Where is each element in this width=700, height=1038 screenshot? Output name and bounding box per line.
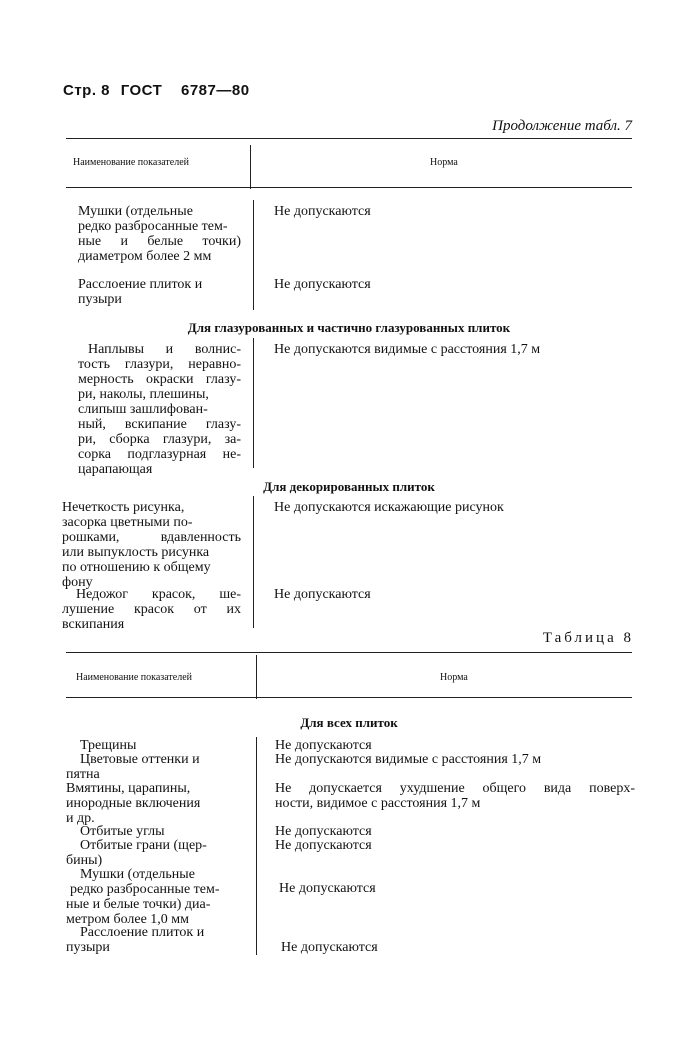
t8-row-7-norm: Не допускаются <box>281 940 378 955</box>
t8-row-6-line-1: Мушки (отдельные <box>80 867 195 882</box>
t7-glazed-line-1: Наплывы и волнис- <box>88 342 241 357</box>
t7-decor-2-norm: Не допускаются <box>274 587 371 602</box>
t8-row-5-line-1: Отбитые грани (щер- <box>80 838 207 853</box>
t8-row-6-line-4: метром более 1,0 мм <box>66 912 190 927</box>
t8-row-4-name: Отбитые углы <box>80 824 165 839</box>
t7-decor-2-line-2: лушение красок от их <box>62 602 241 617</box>
t7-glazed-line-8: сорка подглазурная не- <box>78 447 241 462</box>
t8-row-2-name <box>66 752 246 782</box>
t8-row-3-norm-line-2: ности, видимое с расстояния 1,7 м <box>275 796 481 811</box>
table7-divider-2 <box>253 338 254 468</box>
t8-row-3-norm <box>275 781 635 811</box>
table8-header-rule <box>66 697 632 698</box>
t7-glazed-name <box>78 342 241 477</box>
t7-decor-1-line-2: засорка цветными по- <box>62 515 193 530</box>
t7-row-1-norm: Не допускаются <box>274 204 371 219</box>
t8-row-4-norm: Не допускаются <box>275 824 372 839</box>
t7-glazed-line-5: слипыш зашлифован- <box>78 402 208 417</box>
t7-row-1-line-4: диаметром более 2 мм <box>78 249 212 264</box>
t8-row-3-line-2: инородные включения <box>66 796 201 811</box>
table7-continuation: Продолжение табл. 7 <box>492 118 632 134</box>
table8-title: Таблица 8 <box>542 630 634 646</box>
t7-row-1-line-2: редко разбросанные тем- <box>78 219 228 234</box>
section-all: Для всех плиток <box>300 715 398 730</box>
t7-decor-1-line-6: фону <box>62 575 93 590</box>
t7-decor-1-line-5: по отношению к общему <box>62 560 211 575</box>
t8-row-6-norm: Не допускаются <box>279 881 376 896</box>
standard-label: ГОСТ <box>120 82 163 99</box>
t8-row-5-norm: Не допускаются <box>275 838 372 853</box>
t7-row-1-line-3: ные и белые точки) <box>78 234 241 249</box>
t8-row-3-line-3: и др. <box>66 811 95 826</box>
table8-top-rule <box>66 652 632 653</box>
t7-row-2-norm: Не допускаются <box>274 277 371 292</box>
t8-row-6-line-3: ные и белые точки) диа- <box>66 897 211 912</box>
table8-col-name: Наименование показателей <box>76 672 193 683</box>
page-label: Стр. 8 <box>63 82 111 99</box>
table7-col-name: Наименование показателей <box>73 157 190 168</box>
table7-top-rule <box>66 138 632 139</box>
t8-row-1-norm: Не допускаются <box>275 738 372 753</box>
t7-row-2-line-1: Расслоение плиток и <box>78 277 203 292</box>
t8-row-3-norm-line-1: Не допускается ухудшение общего вида поверх- <box>275 781 635 796</box>
t8-row-7-line-2: пузыри <box>66 940 110 955</box>
page-header <box>63 82 250 99</box>
t7-decor-2-line-3: вскипания <box>62 617 125 632</box>
table7-col-norm: Норма <box>430 157 458 168</box>
t7-glazed-line-4: ри, наколы, плешины, <box>78 387 209 402</box>
section-glazed: Для глазурованных и частично глазурованных плиток <box>187 320 511 335</box>
t8-row-1-name: Трещины <box>80 738 137 753</box>
t7-row-2-name <box>78 277 241 307</box>
t7-row-2-line-2: пузыри <box>78 292 122 307</box>
t7-decor-1-norm: Не допускаются искажающие рисунок <box>274 500 504 515</box>
t8-row-6-name <box>66 867 246 927</box>
t7-decor-2-name <box>62 587 241 632</box>
t8-row-3-line-1: Вмятины, царапины, <box>66 781 191 796</box>
t8-row-2-norm: Не допускаются видимые с расстояния 1,7 м <box>275 752 542 767</box>
t7-glazed-line-9: царапающая <box>78 462 153 477</box>
t7-decor-2-line-1: Недожог красок, ше- <box>76 587 241 602</box>
t7-decor-1-line-3: рошками, вдавленность <box>62 530 241 545</box>
standard-number: 6787—80 <box>180 82 250 99</box>
t8-row-3-name <box>66 781 246 826</box>
t8-row-7-name <box>66 925 246 955</box>
t7-row-1-name <box>78 204 241 264</box>
t8-row-5-line-2: бины) <box>66 853 103 868</box>
t8-row-5-name <box>66 838 246 868</box>
t7-glazed-line-7: ри, сборка глазури, за- <box>78 432 241 447</box>
t7-glazed-line-2: тость глазури, неравно- <box>78 357 241 372</box>
table7-header-rule <box>66 187 632 188</box>
table7-divider-3 <box>253 496 254 628</box>
t8-row-7-line-1: Расслоение плиток и <box>80 925 205 940</box>
table7-header-divider <box>250 145 251 189</box>
t8-row-6-line-2: редко разбросанные тем- <box>70 882 220 897</box>
t7-decor-1-line-4: или выпуклость рисунка <box>62 545 210 560</box>
table8-divider <box>256 737 257 955</box>
t8-row-2-line-1: Цветовые оттенки и <box>80 752 200 767</box>
t7-decor-1-name <box>62 500 241 590</box>
table8-col-norm: Норма <box>440 672 468 683</box>
t7-decor-1-line-1: Нечеткость рисунка, <box>62 500 185 515</box>
t7-glazed-line-3: мерность окраски глазу- <box>78 372 241 387</box>
table7-divider-1 <box>253 200 254 310</box>
t7-glazed-norm: Не допускаются видимые с расстояния 1,7 м <box>274 342 541 357</box>
t7-glazed-line-6: ный, вскипание глазу- <box>78 417 241 432</box>
t7-row-1-line-1: Мушки (отдельные <box>78 204 193 219</box>
section-decor: Для декорированных плиток <box>263 479 435 494</box>
t8-row-2-line-2: пятна <box>66 767 100 782</box>
table8-header-divider <box>256 655 257 699</box>
